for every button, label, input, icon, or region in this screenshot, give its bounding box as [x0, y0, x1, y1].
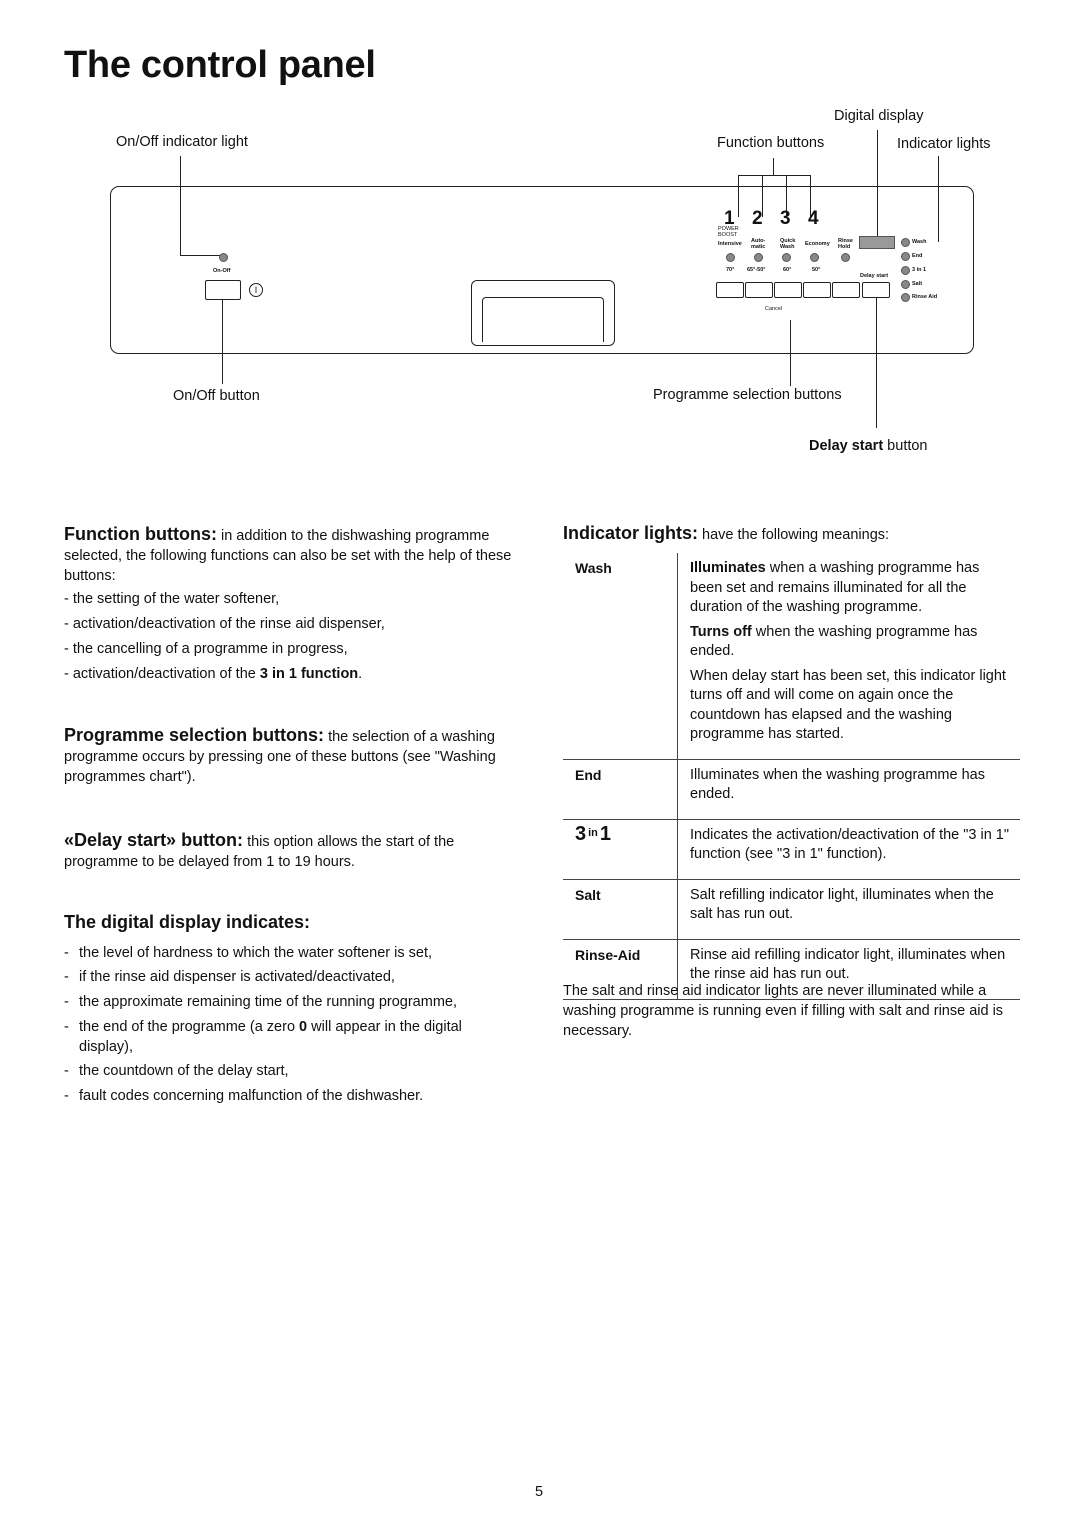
programme-selection-heading: Programme selection buttons: [64, 725, 325, 745]
table-row [563, 553, 1020, 759]
list-item: the countdown of the delay start, [79, 1063, 289, 1079]
programme-selection-section: Programme selection buttons: the selection of a washing programme occurs by pressing one of these buttons (see "Washing programmes chart"). [64, 725, 496, 785]
programme-label: Economy [805, 241, 830, 247]
list-item: the approximate remaining time of the running programme, [79, 994, 457, 1010]
function-button-3[interactable] [774, 282, 802, 298]
indicator-key-rinse-aid: Rinse-Aid [563, 939, 678, 999]
list-item: - activation/deactivation of the 3 in 1 function. [64, 666, 363, 682]
list-item: the level of hardness to which the water softener is set, [79, 945, 433, 961]
indicator-led [901, 238, 910, 247]
delay-start-button[interactable] [862, 282, 890, 298]
function-button-1[interactable] [716, 282, 744, 298]
indicator-label: Salt [912, 281, 923, 287]
table-row [563, 759, 1020, 819]
digital-display [859, 236, 895, 249]
temperature-label: 60° [783, 267, 792, 273]
indicator-label: Wash [912, 239, 927, 245]
label-indicator-lights: Indicator lights [897, 136, 991, 152]
indicator-note: The salt and rinse aid indicator lights are never illuminated while a washing programme is running even if filling with salt and rinse aid is necessary. [563, 983, 1004, 1039]
leader-line [773, 158, 774, 176]
indicator-desc: Illuminates when a washing programme has been set and remains illuminated for all the duration of the washing programme. Turns off when the washing programme has ended. When delay start has been set, this indicator light turns off and will come on again once the countdown has elapsed and the washing programme has started. [678, 553, 1021, 759]
indicator-lights-heading: Indicator lights: [563, 523, 698, 543]
digital-display-heading: The digital display indicates: [64, 912, 311, 932]
table-row [563, 819, 1020, 879]
indicator-desc: Salt refilling indicator light, illuminates when the salt has run out. [678, 879, 1021, 939]
programme-led [754, 253, 763, 262]
indicator-desc: Rinse aid refilling indicator light, illuminates when the rinse aid has run out. [678, 939, 1021, 999]
label-function-buttons: Function buttons [717, 135, 825, 151]
page-title: The control panel [64, 44, 376, 86]
indicator-key-salt: Salt [563, 879, 678, 939]
programme-led [810, 253, 819, 262]
onoff-panel-label: On-Off [213, 268, 231, 274]
temperature-label: 70° [726, 267, 735, 273]
function-number-2: 2 [752, 208, 763, 229]
indicator-led [901, 266, 910, 275]
function-buttons-heading: Function buttons: [64, 524, 217, 544]
indicator-label: 3 in 1 [912, 267, 927, 273]
delay-start-section: «Delay start» button: this option allows the start of the programme to be delayed from 1 to 19 hours. [64, 830, 455, 870]
indicator-led [901, 293, 910, 302]
temperature-label: 65°-50° [747, 267, 766, 273]
door-handle [471, 280, 615, 346]
programme-led [841, 253, 850, 262]
indicator-key-3in1: 3 $^{in}$ 1 [563, 819, 678, 879]
programme-label: Quick Wash [780, 238, 796, 250]
label-delay-start-button: Delay start button [809, 438, 928, 454]
indicator-led [901, 252, 910, 261]
page-number: 5 [535, 1484, 544, 1500]
indicator-lights-intro: Indicator lights: have the following meanings: [563, 523, 890, 543]
programme-label: Auto-matic [751, 238, 766, 250]
list-item: - the cancelling of a programme in progress, [64, 641, 348, 657]
indicator-key-end: End [563, 759, 678, 819]
list-item: - activation/deactivation of the rinse aid dispenser, [64, 616, 385, 632]
list-item: - the setting of the water softener, [64, 591, 280, 607]
programme-led [782, 253, 791, 262]
programme-led [726, 253, 735, 262]
function-number-3: 3 [780, 208, 791, 229]
indicator-led [901, 280, 910, 289]
table-row [563, 879, 1020, 939]
programme-label: Rinse Hold [838, 238, 853, 250]
indicator-label: Rinse Aid [912, 294, 938, 300]
power-symbol-icon: I [249, 283, 263, 297]
label-onoff-button: On/Off button [173, 388, 260, 404]
onoff-indicator-led [219, 253, 228, 262]
indicator-key-wash: Wash [563, 553, 678, 759]
indicator-desc: Indicates the activation/deactivation of the "3 in 1" function (see "3 in 1" function). [678, 819, 1021, 879]
function-number-1: 1 [724, 208, 735, 229]
power-boost-label: POWER BOOST [718, 226, 739, 238]
onoff-button[interactable] [205, 280, 241, 300]
function-number-4: 4 [808, 208, 819, 229]
function-button-2[interactable] [745, 282, 773, 298]
programme-label: Intensive [718, 241, 742, 247]
label-programme-selection: Programme selection buttons [653, 387, 842, 403]
indicator-desc: Illuminates when the washing programme has ended. [678, 759, 1021, 819]
function-button-4[interactable] [803, 282, 831, 298]
function-buttons-section: Function buttons: in addition to the dishwashing programme selected, the following functions can also be set with the help of these buttons: [64, 524, 512, 584]
indicator-table [563, 553, 1020, 1000]
cancel-label: Cancel [765, 306, 783, 312]
list-item: fault codes concerning malfunction of the dishwasher. [79, 1088, 424, 1104]
temperature-label: 50° [812, 267, 821, 273]
label-onoff-indicator: On/Off indicator light [116, 134, 248, 150]
delay-start-panel-label: Delay start [860, 273, 889, 279]
label-digital-display: Digital display [834, 108, 924, 124]
list-item: the end of the programme (a zero 0 will appear in the digital display), [79, 1019, 462, 1055]
list-item: if the rinse aid dispenser is activated/deactivated, [79, 969, 395, 985]
indicator-label: End [912, 253, 923, 259]
delay-start-heading: «Delay start» button: [64, 830, 244, 850]
programme-button[interactable] [832, 282, 860, 298]
